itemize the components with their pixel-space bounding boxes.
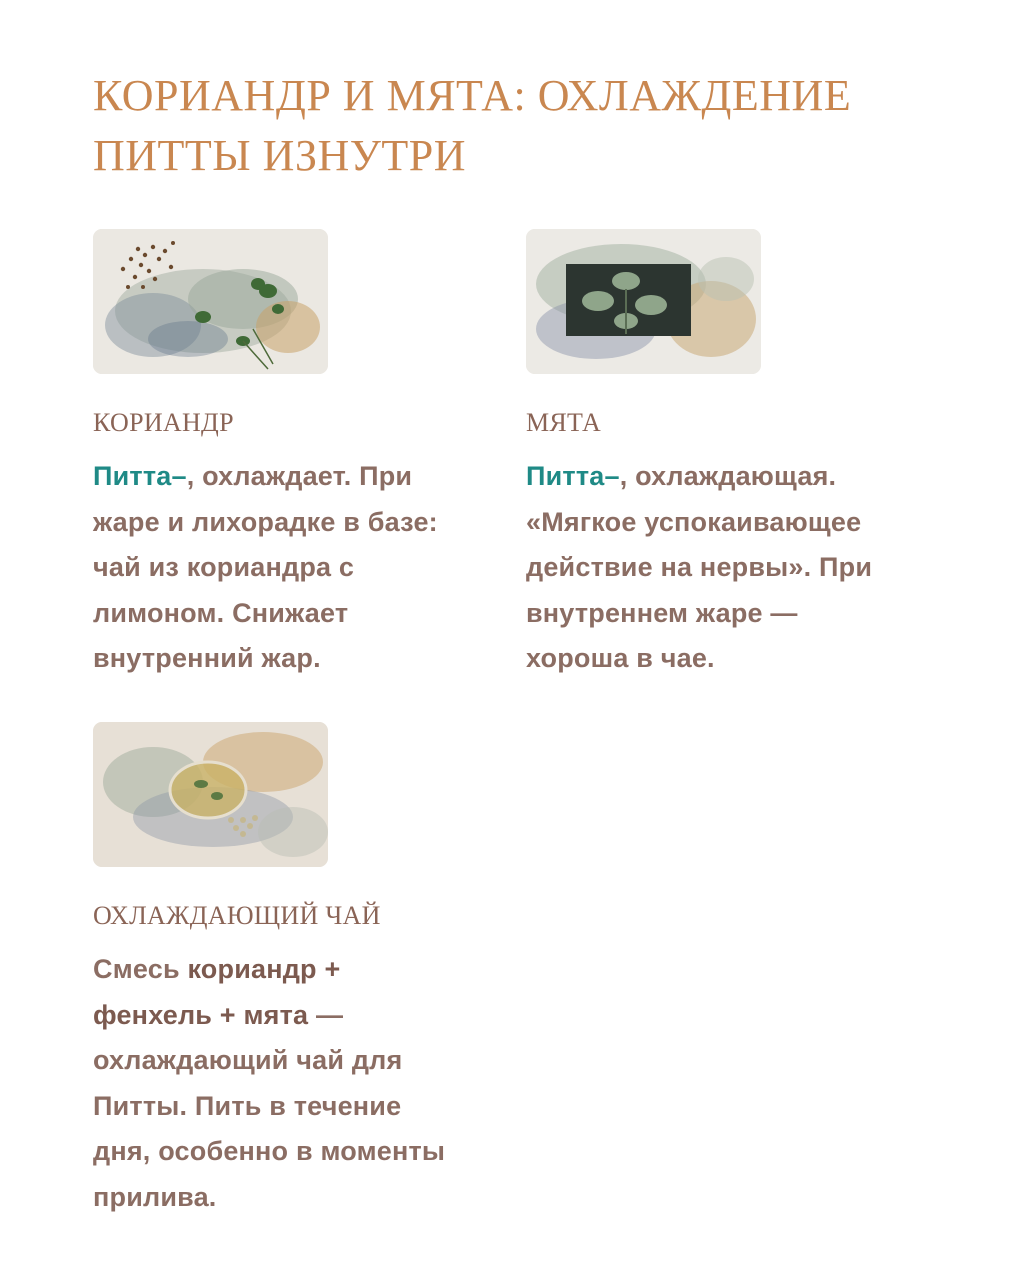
body-line: чай из кориандра с: [93, 552, 355, 582]
recipe-part-1: кориандр +: [187, 954, 341, 984]
card-cooling-tea: [93, 722, 503, 1220]
body-dash: —: [308, 999, 344, 1030]
pitta-highlight: Питта–: [93, 461, 187, 491]
body-line: внутренний жар.: [93, 643, 321, 673]
body-intro: Смесь: [93, 954, 188, 984]
body-line: , охлаждает. При: [186, 461, 413, 491]
body-line: прилива.: [93, 1181, 217, 1212]
body-line: хороша в чае.: [526, 643, 715, 673]
card-heading: ОХЛАЖДАЮЩИЙ ЧАЙ: [93, 901, 381, 930]
title-line-2: ПИТТЫ ИЗНУТРИ: [93, 131, 467, 180]
body-line: Питты. Пить в течение: [93, 1090, 402, 1121]
card-heading: КОРИАНДР: [93, 408, 234, 437]
card-body: [93, 454, 503, 682]
body-line: внутреннем жаре —: [526, 597, 798, 628]
card-body: [93, 947, 503, 1220]
title-line-1: КОРИАНДР И МЯТА: ОХЛАЖДЕНИЕ: [93, 71, 852, 120]
coriander-watercolor-image: [93, 229, 328, 374]
tea-cup-watercolor-image: [93, 722, 328, 867]
card-heading: МЯТА: [526, 408, 602, 437]
card-coriander: [93, 229, 503, 682]
card-mint: [526, 229, 936, 682]
body-line: лимоном. Снижает: [93, 597, 349, 628]
page-title: [93, 66, 973, 186]
body-line: «Мягкое успокаивающее: [526, 506, 862, 537]
body-line: охлаждающий чай для: [93, 1045, 403, 1075]
body-line: действие на нервы». При: [526, 552, 873, 582]
recipe-part-2: фенхель + мята: [93, 999, 309, 1030]
pitta-highlight: Питта–: [526, 461, 620, 491]
body-line: дня, особенно в моменты: [93, 1136, 446, 1166]
body-line: , охлаждающая.: [619, 461, 837, 491]
card-body: [526, 454, 936, 682]
body-line: жаре и лихорадке в базе:: [93, 506, 438, 537]
mint-watercolor-image: [526, 229, 761, 374]
